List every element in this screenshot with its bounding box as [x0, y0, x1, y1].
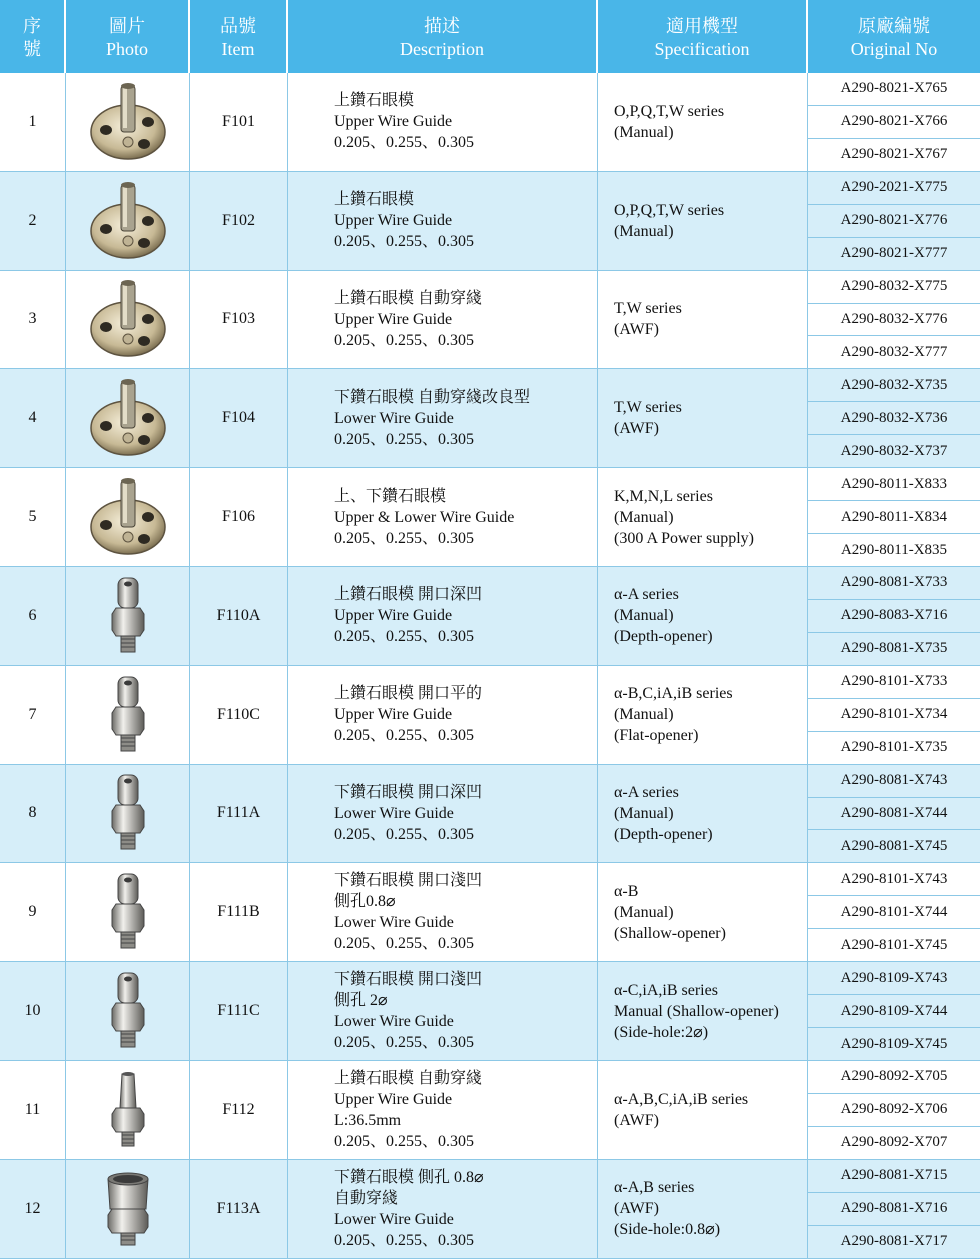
- specification-text: [614, 584, 713, 647]
- original-no: A290-8032-X777: [840, 343, 948, 360]
- row-number: 3: [0, 271, 66, 369]
- description-line: 0.205、0.255、0.305: [334, 628, 475, 646]
- row-number: 9: [0, 863, 66, 961]
- description-text: [334, 683, 482, 746]
- table-row: [0, 73, 980, 172]
- description-line: 側孔 2⌀: [334, 992, 388, 1010]
- header-no: [0, 0, 66, 73]
- header-description: [288, 0, 598, 73]
- row-number: 1: [0, 73, 66, 171]
- header-item-en: Item: [221, 39, 255, 59]
- description-cell: [288, 567, 598, 665]
- original-no: A290-8101-X745: [840, 936, 948, 953]
- specification-text: [614, 397, 682, 439]
- specification-text: [614, 1177, 720, 1240]
- description-line: 0.205、0.255、0.305: [334, 825, 475, 843]
- specification-cell: [598, 172, 808, 270]
- header-item: [190, 0, 288, 73]
- original-no-cell: [808, 468, 980, 566]
- description-line: 0.205、0.255、0.305: [334, 529, 475, 547]
- flange-guide-icon: [86, 277, 170, 361]
- description-cell: [288, 73, 598, 171]
- specification-line: (AWF): [614, 1111, 659, 1129]
- description-line: 0.205、0.255、0.305: [334, 331, 475, 349]
- original-no: A290-8081-X733: [808, 567, 980, 600]
- original-no: A290-8021-X777: [840, 245, 948, 262]
- table-row: [0, 863, 980, 962]
- description-line: Lower Wire Guide: [334, 804, 454, 822]
- specification-line: (Manual): [614, 607, 674, 625]
- specification-line: (Manual): [614, 123, 674, 141]
- specification-line: α-A series: [614, 586, 679, 604]
- description-line: 上鑽石眼模 開口平的: [334, 685, 483, 703]
- photo-cell: [66, 765, 190, 863]
- specification-cell: [598, 1061, 808, 1159]
- original-no: A290-8109-X743: [808, 962, 980, 995]
- specification-line: (Depth-opener): [614, 825, 713, 843]
- specification-line: (AWF): [614, 321, 659, 339]
- description-line: 下鑽石眼模 開口淺凹: [334, 971, 483, 989]
- row-number: 5: [0, 468, 66, 566]
- header-desc-en: Description: [400, 39, 484, 59]
- specification-text: [614, 782, 713, 845]
- header-original-no: [808, 0, 980, 73]
- flange-guide-icon: [86, 475, 170, 559]
- description-line: 下鑽石眼模 自動穿綫改良型: [334, 388, 531, 406]
- original-no: A290-8109-X745: [840, 1035, 948, 1052]
- specification-text: [614, 881, 726, 944]
- original-no: A290-8021-X767: [840, 146, 948, 163]
- photo-cell: [66, 1160, 190, 1258]
- specification-cell: [598, 1160, 808, 1258]
- specification-cell: [598, 468, 808, 566]
- original-no-cell: [808, 666, 980, 764]
- table-row: [0, 1160, 980, 1259]
- description-cell: [288, 1160, 598, 1258]
- photo-cell: [66, 863, 190, 961]
- item-code: F111A: [190, 765, 288, 863]
- description-line: 上鑽石眼模: [334, 92, 415, 110]
- description-line: 上、下鑽石眼模: [334, 487, 447, 505]
- item-code: F113A: [190, 1160, 288, 1258]
- specification-cell: [598, 271, 808, 369]
- photo-cell: [66, 73, 190, 171]
- specification-cell: [598, 863, 808, 961]
- specification-cell: [598, 765, 808, 863]
- photo-cell: [66, 1061, 190, 1159]
- original-no: A290-8032-X775: [808, 271, 980, 304]
- header-item-zh: 品號: [220, 16, 256, 36]
- photo-cell: [66, 567, 190, 665]
- specification-text: [614, 200, 724, 242]
- flange-guide-icon: [86, 376, 170, 460]
- original-no-cell: [808, 271, 980, 369]
- original-no: A290-8101-X744: [808, 896, 980, 929]
- specification-line: (AWF): [614, 1200, 659, 1218]
- nozzle-guide-icon: [98, 969, 158, 1053]
- description-cell: [288, 271, 598, 369]
- original-no-cell: [808, 567, 980, 665]
- original-no: A290-8021-X766: [808, 106, 980, 139]
- description-text: [334, 387, 530, 450]
- original-no: A290-8083-X716: [808, 600, 980, 633]
- item-code: F111C: [190, 962, 288, 1060]
- table-row: [0, 468, 980, 567]
- item-code: F110C: [190, 666, 288, 764]
- specification-line: α-A,B,C,iA,iB series: [614, 1090, 749, 1108]
- description-text: [334, 782, 482, 845]
- nozzle-guide-icon: [98, 771, 158, 855]
- header-photo-zh: 圖片: [109, 16, 145, 36]
- header-photo: [66, 0, 190, 73]
- description-cell: [288, 863, 598, 961]
- specification-text: [614, 980, 779, 1043]
- original-no: A290-8032-X776: [808, 304, 980, 337]
- description-line: L:36.5mm: [334, 1111, 402, 1129]
- description-cell: [288, 666, 598, 764]
- specification-line: α-C,iA,iB series: [614, 981, 718, 999]
- description-cell: [288, 765, 598, 863]
- table-row: [0, 1061, 980, 1160]
- specification-line: (Depth-opener): [614, 628, 713, 646]
- description-line: 自動穿綫: [334, 1189, 399, 1207]
- description-line: 0.205、0.255、0.305: [334, 1231, 475, 1249]
- header-orig-en: Original No: [850, 39, 938, 59]
- item-code: F112: [190, 1061, 288, 1159]
- header-no-line2: 號: [23, 39, 41, 59]
- specification-cell: [598, 567, 808, 665]
- original-no: A290-8101-X743: [808, 863, 980, 896]
- description-text: [334, 969, 482, 1053]
- item-code: F103: [190, 271, 288, 369]
- flange-guide-icon: [86, 80, 170, 164]
- row-number: 11: [0, 1061, 66, 1159]
- specification-text: [614, 1089, 748, 1131]
- specification-line: α-B,C,iA,iB series: [614, 685, 733, 703]
- description-text: [334, 189, 474, 252]
- original-no: A290-8092-X705: [808, 1061, 980, 1094]
- specification-text: [614, 486, 754, 549]
- item-code: F104: [190, 369, 288, 467]
- description-text: [334, 486, 514, 549]
- description-text: [334, 1068, 482, 1152]
- specification-line: α-B: [614, 882, 639, 900]
- original-no: A290-8109-X744: [808, 995, 980, 1028]
- item-code: F110A: [190, 567, 288, 665]
- row-number: 7: [0, 666, 66, 764]
- specification-line: (AWF): [614, 420, 659, 438]
- original-no-cell: [808, 73, 980, 171]
- description-line: 上鑽石眼模: [334, 191, 415, 209]
- description-line: Upper Wire Guide: [334, 1090, 453, 1108]
- long-nozzle-guide-icon: [98, 1068, 158, 1152]
- photo-cell: [66, 369, 190, 467]
- description-line: 側孔0.8⌀: [334, 893, 396, 911]
- specification-line: α-A,B series: [614, 1179, 695, 1197]
- item-code: F106: [190, 468, 288, 566]
- nozzle-guide-icon: [98, 574, 158, 658]
- description-line: 0.205、0.255、0.305: [334, 430, 475, 448]
- original-no: A290-8011-X835: [840, 541, 948, 558]
- description-text: [334, 90, 474, 153]
- header-orig-zh: 原廠編號: [858, 16, 930, 36]
- header-photo-en: Photo: [105, 39, 148, 59]
- description-line: Upper Wire Guide: [334, 212, 453, 230]
- specification-line: K,M,N,L series: [614, 487, 713, 505]
- description-text: [334, 288, 482, 351]
- specification-line: (Manual): [614, 222, 674, 240]
- description-line: Upper & Lower Wire Guide: [334, 508, 515, 526]
- original-no-cell: [808, 1061, 980, 1159]
- description-line: 0.205、0.255、0.305: [334, 233, 475, 251]
- original-no-cell: [808, 962, 980, 1060]
- nozzle-guide-icon: [98, 673, 158, 757]
- description-line: 0.205、0.255、0.305: [334, 1034, 475, 1052]
- specification-cell: [598, 369, 808, 467]
- specification-line: (Side-hole:0.8⌀): [614, 1221, 721, 1239]
- original-no: A290-8032-X736: [808, 402, 980, 435]
- specification-text: [614, 683, 733, 746]
- photo-cell: [66, 172, 190, 270]
- table-row: [0, 271, 980, 370]
- description-text: [334, 1167, 484, 1251]
- table-row: [0, 765, 980, 864]
- row-number: 2: [0, 172, 66, 270]
- specification-text: [614, 101, 724, 143]
- original-no-cell: [808, 1160, 980, 1258]
- specification-text: [614, 298, 682, 340]
- specification-line: O,P,Q,T,W series: [614, 102, 725, 120]
- description-line: 0.205、0.255、0.305: [334, 935, 475, 953]
- header-specification: [598, 0, 808, 73]
- header-no-line1: 序: [23, 16, 41, 36]
- description-line: 上鑽石眼模 自動穿綫: [334, 289, 483, 307]
- photo-cell: [66, 271, 190, 369]
- specification-line: O,P,Q,T,W series: [614, 201, 725, 219]
- original-no: A290-8021-X765: [808, 73, 980, 106]
- description-cell: [288, 468, 598, 566]
- description-line: Upper Wire Guide: [334, 310, 453, 328]
- original-no: A290-8081-X717: [840, 1233, 948, 1250]
- header-desc-zh: 描述: [424, 16, 460, 36]
- description-line: 上鑽石眼模 開口深凹: [334, 586, 483, 604]
- description-line: 上鑽石眼模 自動穿綫: [334, 1069, 483, 1087]
- original-no: A290-8101-X734: [808, 699, 980, 732]
- original-no: A290-8081-X715: [808, 1160, 980, 1193]
- table-row: [0, 666, 980, 765]
- specification-line: Manual (Shallow-opener): [614, 1002, 779, 1020]
- table-row: [0, 567, 980, 666]
- original-no: A290-8081-X716: [808, 1193, 980, 1226]
- description-line: 0.205、0.255、0.305: [334, 1132, 475, 1150]
- description-line: Lower Wire Guide: [334, 409, 454, 427]
- original-no: A290-8081-X745: [840, 837, 948, 854]
- specification-cell: [598, 73, 808, 171]
- table-row: [0, 962, 980, 1061]
- original-no-cell: [808, 863, 980, 961]
- original-no: A290-8081-X743: [808, 765, 980, 798]
- table-row: [0, 369, 980, 468]
- original-no-cell: [808, 172, 980, 270]
- table-body: [0, 73, 980, 1259]
- description-line: 下鑽石眼模 開口深凹: [334, 783, 483, 801]
- original-no: A290-8032-X735: [808, 369, 980, 402]
- item-code: F101: [190, 73, 288, 171]
- nozzle-guide-icon: [98, 870, 158, 954]
- specification-line: (Side-hole:2⌀): [614, 1023, 709, 1041]
- row-number: 10: [0, 962, 66, 1060]
- description-cell: [288, 369, 598, 467]
- description-line: Upper Wire Guide: [334, 706, 453, 724]
- original-no: A290-8101-X735: [840, 739, 948, 756]
- row-number: 12: [0, 1160, 66, 1258]
- description-cell: [288, 172, 598, 270]
- original-no: A290-8081-X744: [808, 798, 980, 831]
- flange-guide-icon: [86, 179, 170, 263]
- description-line: Lower Wire Guide: [334, 914, 454, 932]
- specification-line: (Manual): [614, 903, 674, 921]
- specification-line: (Manual): [614, 508, 674, 526]
- description-line: Upper Wire Guide: [334, 607, 453, 625]
- description-cell: [288, 1061, 598, 1159]
- original-no-cell: [808, 369, 980, 467]
- specification-line: (Manual): [614, 706, 674, 724]
- header-spec-en: Specification: [654, 39, 750, 59]
- photo-cell: [66, 468, 190, 566]
- row-number: 8: [0, 765, 66, 863]
- specification-cell: [598, 962, 808, 1060]
- photo-cell: [66, 962, 190, 1060]
- description-line: Upper Wire Guide: [334, 113, 453, 131]
- original-no: A290-8081-X735: [840, 640, 948, 657]
- table-row: [0, 172, 980, 271]
- description-line: Lower Wire Guide: [334, 1210, 454, 1228]
- description-text: [334, 584, 482, 647]
- original-no: A290-8092-X707: [840, 1134, 948, 1151]
- description-line: 下鑽石眼模 開口淺凹: [334, 872, 483, 890]
- specification-line: T,W series: [614, 300, 682, 318]
- original-no: A290-2021-X775: [808, 172, 980, 205]
- specification-line: (Shallow-opener): [614, 924, 726, 942]
- row-number: 6: [0, 567, 66, 665]
- description-line: 下鑽石眼模 側孔 0.8⌀: [334, 1168, 484, 1186]
- original-no: A290-8032-X737: [840, 442, 948, 459]
- specification-line: (Flat-opener): [614, 727, 699, 745]
- description-text: [334, 870, 482, 954]
- cup-guide-icon: [96, 1167, 160, 1251]
- photo-cell: [66, 666, 190, 764]
- original-no: A290-8011-X834: [808, 501, 980, 534]
- specification-line: (Manual): [614, 804, 674, 822]
- row-number: 4: [0, 369, 66, 467]
- table-header: [0, 0, 980, 73]
- specification-line: T,W series: [614, 399, 682, 417]
- item-code: F102: [190, 172, 288, 270]
- specification-line: (300 A Power supply): [614, 529, 754, 547]
- description-line: 0.205、0.255、0.305: [334, 727, 475, 745]
- original-no-cell: [808, 765, 980, 863]
- original-no: A290-8092-X706: [808, 1094, 980, 1127]
- original-no: A290-8021-X776: [808, 205, 980, 238]
- specification-line: α-A series: [614, 783, 679, 801]
- description-line: 0.205、0.255、0.305: [334, 134, 475, 152]
- original-no: A290-8011-X833: [808, 468, 980, 501]
- original-no: A290-8101-X733: [808, 666, 980, 699]
- description-line: Lower Wire Guide: [334, 1013, 454, 1031]
- item-code: F111B: [190, 863, 288, 961]
- specification-cell: [598, 666, 808, 764]
- header-spec-zh: 適用機型: [666, 16, 738, 36]
- description-cell: [288, 962, 598, 1060]
